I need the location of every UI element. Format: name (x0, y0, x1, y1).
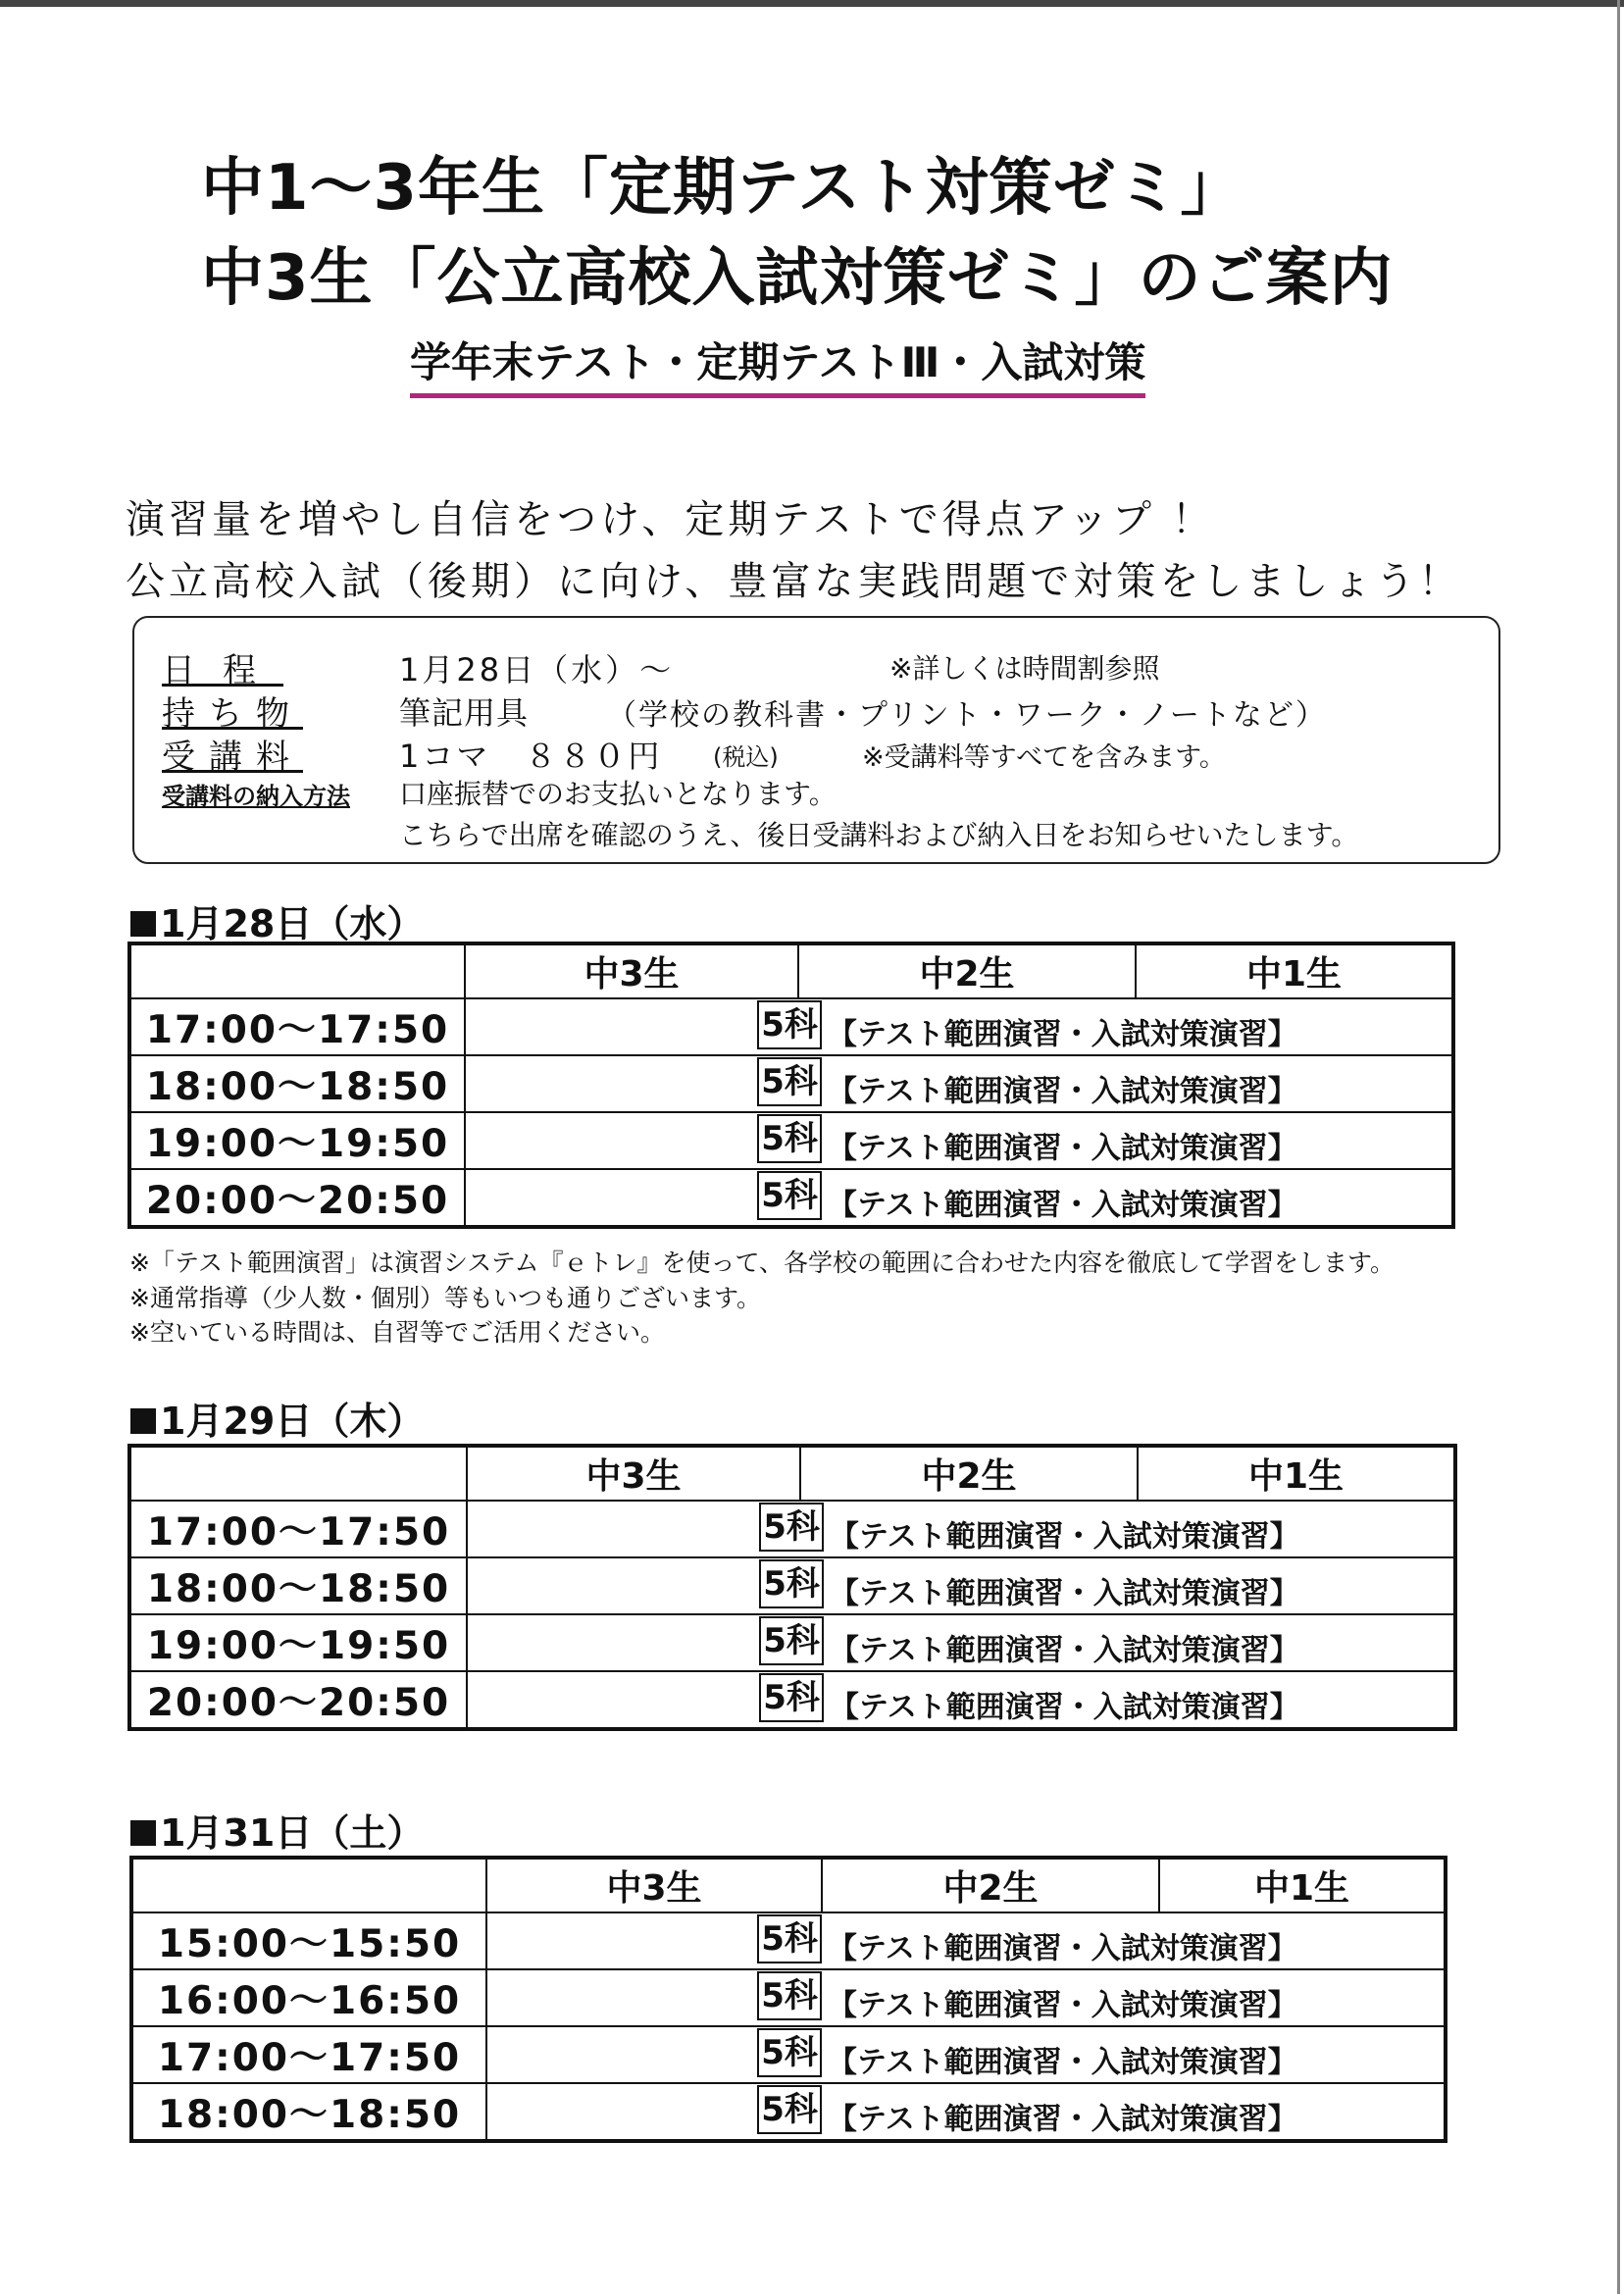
table-row (129, 1501, 1455, 1557)
column-header: 中3生 (465, 943, 798, 998)
header-corner (131, 1858, 486, 1912)
time-cell: 19:00～19:50 (129, 1112, 465, 1169)
subject-badge: 5科 (757, 1114, 822, 1163)
course-cell (486, 2083, 1446, 2141)
header-corner (129, 1446, 467, 1501)
fee-tax: (税込) (713, 743, 779, 771)
course-cell (486, 2026, 1446, 2083)
page-title-line1: 中1～3年生「定期テスト対策ゼミ」 (201, 152, 1244, 225)
payment-line1: 口座振替でのお支払いとなります。 (399, 778, 837, 810)
time-cell: 17:00～17:50 (129, 1501, 467, 1557)
course-cell (465, 1112, 1453, 1169)
time-cell: 15:00～15:50 (131, 1912, 486, 1969)
subject-badge: 5科 (757, 2085, 822, 2134)
subject-badge: 5科 (759, 1673, 824, 1722)
table-row (129, 1614, 1455, 1671)
course-cell (465, 998, 1453, 1055)
lead-text-2: 公立高校入試（後期）に向け、豊富な実践問題で対策をしましょう！ (126, 559, 1462, 604)
section-heading-3: 1月31日（土） (130, 1803, 424, 1857)
items-note: （学校の教科書・プリント・ワーク・ノートなど） (607, 698, 1327, 733)
course-cell (486, 1912, 1446, 1969)
table-row (129, 1169, 1453, 1227)
course-cell (465, 1169, 1453, 1227)
course-cell (465, 1055, 1453, 1112)
table-row (131, 1969, 1446, 2026)
table-row (129, 1112, 1453, 1169)
course-cell (467, 1501, 1455, 1557)
column-header: 中2生 (822, 1858, 1159, 1912)
table-row (129, 1671, 1455, 1729)
subject-badge: 5科 (759, 1559, 824, 1608)
table-row (129, 998, 1453, 1055)
time-cell: 17:00～17:50 (129, 998, 465, 1055)
items-label: 持ち物 (162, 694, 303, 734)
course-description: 【テスト範囲演習・入試対策演習】 (827, 2045, 1297, 2080)
course-description: 【テスト範囲演習・入試対策演習】 (827, 1988, 1297, 2023)
fee-value: 1コマ ８８０円 (399, 738, 663, 775)
page-subtitle: 学年末テスト・定期テストⅢ・入試対策 (410, 331, 1145, 398)
table-header-row (129, 1446, 1455, 1501)
table-header-row (131, 1858, 1446, 1912)
time-cell: 20:00～20:50 (129, 1169, 465, 1227)
table-row (131, 1912, 1446, 1969)
schedule-table-3 (129, 1856, 1447, 2143)
note-2: ※通常指導（少人数・個別）等もいつも通りございます。 (129, 1284, 761, 1312)
column-header: 中2生 (798, 943, 1136, 998)
subject-badge: 5科 (757, 1914, 822, 1963)
table-row (131, 2083, 1446, 2141)
lead-text-1: 演習量を増やし自信をつけ、定期テストで得点アップ ！ (126, 497, 1215, 542)
time-cell: 19:00～19:50 (129, 1614, 467, 1671)
payment-label: 受講料の納入方法 (162, 783, 350, 810)
payment-line2: こちらで出席を確認のうえ、後日受講料および納入日をお知らせいたします。 (399, 819, 1359, 851)
table-row (129, 1055, 1453, 1112)
time-cell: 16:00～16:50 (131, 1969, 486, 2026)
square-bullet-icon (130, 1408, 156, 1434)
table-row (129, 1557, 1455, 1614)
note-1: ※「テスト範囲演習」は演習システム『ｅトレ』を使って、各学校の範囲に合わせた内容を徹底して学習をします。 (129, 1249, 1395, 1277)
course-description: 【テスト範囲演習・入試対策演習】 (829, 1690, 1299, 1725)
subject-badge: 5科 (757, 1171, 822, 1220)
items-value: 筆記用具 (399, 694, 530, 732)
section-heading-1: 1月28日（水） (130, 893, 424, 947)
course-description: 【テスト範囲演習・入試対策演習】 (829, 1576, 1299, 1611)
square-bullet-icon (130, 1820, 156, 1846)
column-header: 中1生 (1136, 943, 1453, 998)
header-corner (129, 943, 465, 998)
course-description: 【テスト範囲演習・入試対策演習】 (827, 1131, 1297, 1166)
subject-badge: 5科 (757, 1971, 822, 2020)
square-bullet-icon (130, 911, 156, 937)
column-header: 中3生 (486, 1858, 822, 1912)
column-header: 中3生 (467, 1446, 800, 1501)
course-description: 【テスト範囲演習・入試対策演習】 (827, 2102, 1297, 2137)
course-description: 【テスト範囲演習・入試対策演習】 (827, 1931, 1297, 1966)
course-description: 【テスト範囲演習・入試対策演習】 (829, 1519, 1299, 1555)
schedule-table-2 (127, 1444, 1457, 1731)
subject-badge: 5科 (757, 2028, 822, 2077)
course-cell (467, 1557, 1455, 1614)
course-description: 【テスト範囲演習・入試対策演習】 (827, 1017, 1297, 1052)
subject-badge: 5科 (757, 1057, 822, 1106)
course-cell (486, 1969, 1446, 2026)
time-cell: 18:00～18:50 (129, 1055, 465, 1112)
column-header: 中1生 (1159, 1858, 1446, 1912)
schedule-label: 日程 (162, 651, 283, 690)
time-cell: 18:00～18:50 (129, 1557, 467, 1614)
course-description: 【テスト範囲演習・入試対策演習】 (829, 1633, 1299, 1668)
subject-badge: 5科 (759, 1503, 824, 1552)
column-header: 中2生 (800, 1446, 1138, 1501)
subject-badge: 5科 (757, 1000, 822, 1049)
time-cell: 17:00～17:50 (131, 2026, 486, 2083)
course-description: 【テスト範囲演習・入試対策演習】 (827, 1188, 1297, 1223)
note-3: ※空いている時間は、自習等でご活用ください。 (129, 1318, 665, 1347)
schedule-table-1 (127, 942, 1455, 1229)
schedule-note: ※詳しくは時間割参照 (889, 652, 1160, 685)
column-header: 中1生 (1138, 1446, 1455, 1501)
table-header-row (129, 943, 1453, 998)
time-cell: 18:00～18:50 (131, 2083, 486, 2141)
table-row (131, 2026, 1446, 2083)
page-title-line2: 中3生「公立高校入試対策ゼミ」のご案内 (201, 242, 1394, 315)
info-box (132, 616, 1500, 864)
time-cell: 20:00～20:50 (129, 1671, 467, 1729)
fee-note: ※受講料等すべてを含みます。 (862, 742, 1226, 773)
course-cell (467, 1671, 1455, 1729)
subject-badge: 5科 (759, 1616, 824, 1665)
course-cell (467, 1614, 1455, 1671)
course-description: 【テスト範囲演習・入試対策演習】 (827, 1074, 1297, 1109)
schedule-value: 1月28日（水）～ (399, 651, 675, 688)
right-border (1617, 0, 1620, 2294)
section-heading-2: 1月29日（木） (130, 1391, 424, 1445)
top-border (0, 0, 1624, 7)
fee-label: 受講料 (162, 738, 303, 777)
